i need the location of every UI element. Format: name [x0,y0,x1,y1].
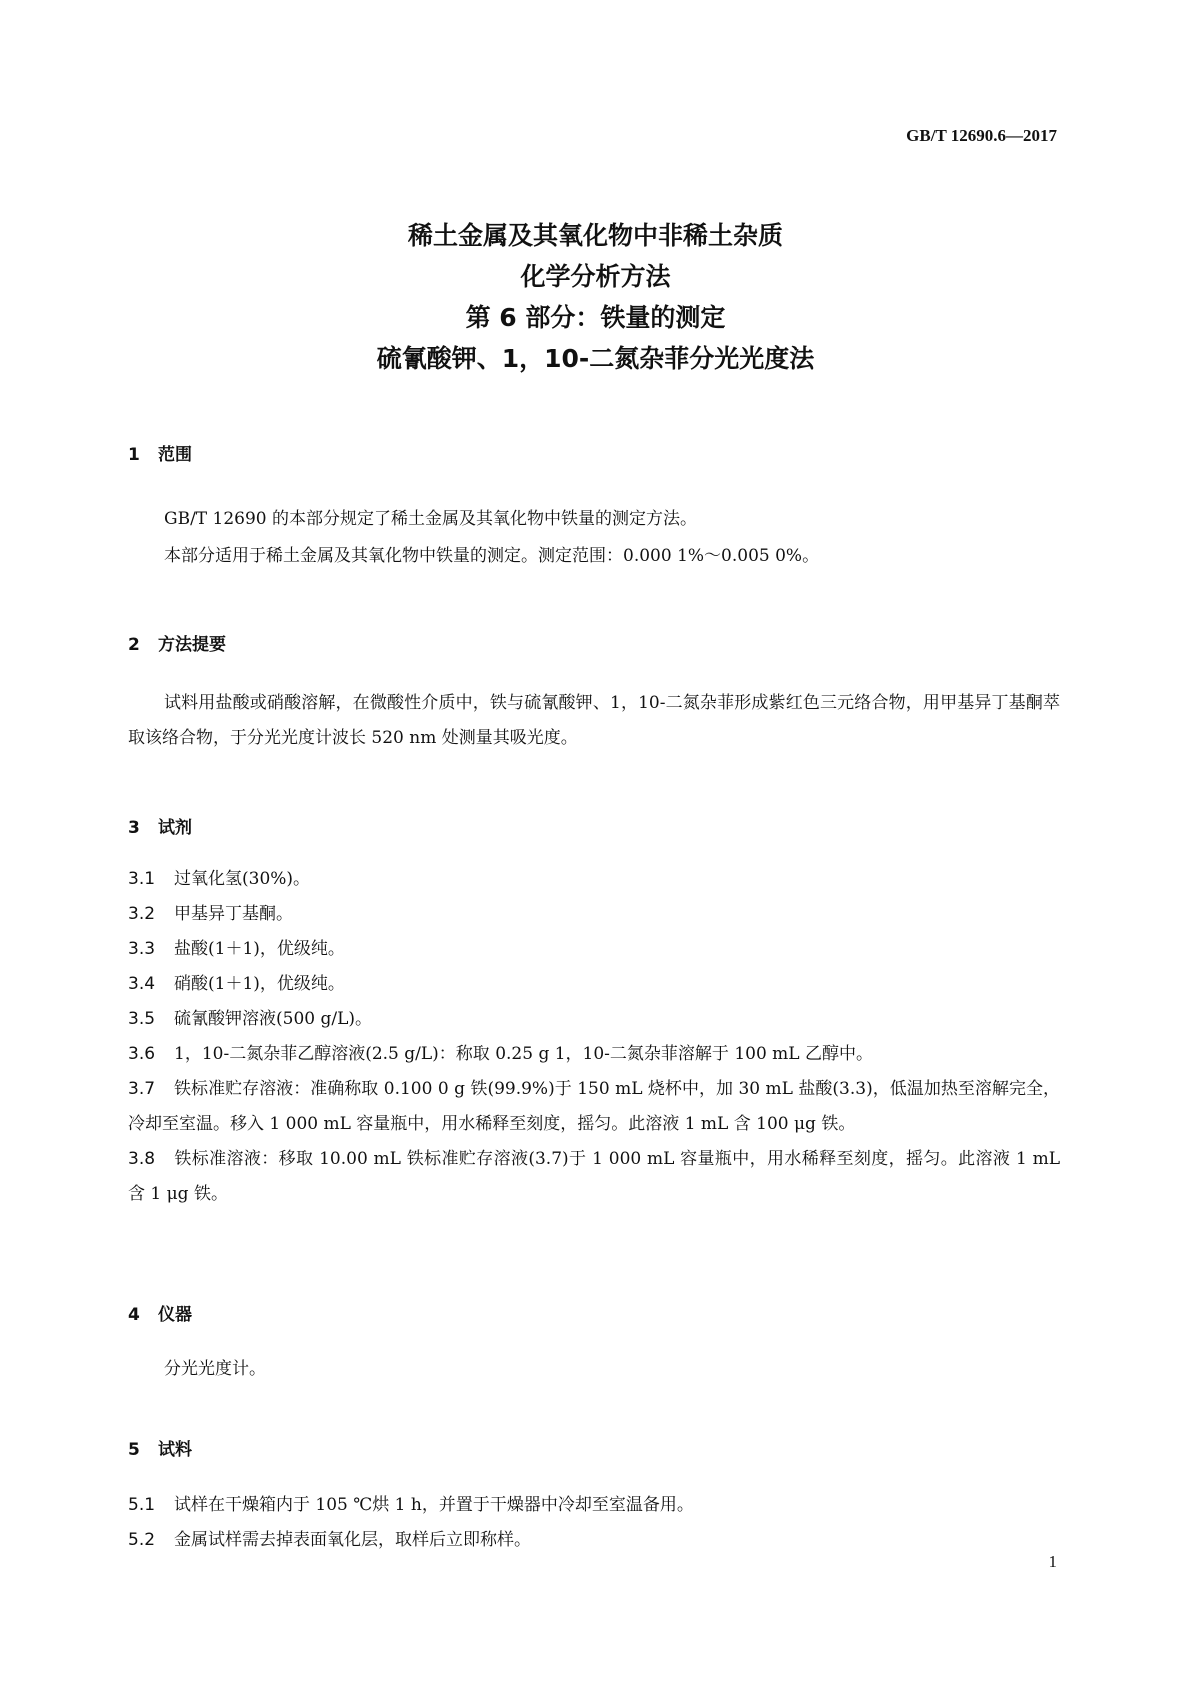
section-4-para: 分光光度计。 [164,1359,266,1379]
section-title: 试料 [158,1440,192,1460]
title-line: 第 6 部分：铁量的测定 [465,303,726,332]
item-number: 5.1 [128,1495,156,1515]
item-number: 3.7 [128,1079,156,1099]
item-text: 金属试样需去掉表面氧化层，取样后立即称样。 [174,1530,531,1550]
item-number: 3.5 [128,1009,156,1029]
list-item [128,1142,1060,1212]
item-number: 3.8 [128,1149,156,1169]
section-number: 1 [128,445,140,465]
section-title: 范围 [158,445,192,465]
list-item [128,1488,1060,1523]
item-text: 1，10-二氮杂菲乙醇溶液(2.5 g/L)：称取 0.25 g 1，10-二氮杂菲溶解于 100 mL 乙醇中。 [174,1044,873,1064]
title-line: 稀土金属及其氧化物中非稀土杂质 [407,221,783,250]
reagent-list [128,862,1060,1212]
title-line: 化学分析方法 [520,262,671,291]
item-text: 硫氰酸钾溶液(500 g/L)。 [174,1009,373,1029]
item-number: 3.4 [128,974,156,994]
item-text: 试样在干燥箱内于 105 ℃烘 1 h，并置于干燥器中冷却至室温备用。 [174,1495,694,1515]
list-item [128,1523,1060,1558]
item-number: 3.2 [128,904,156,924]
section-number: 5 [128,1440,140,1460]
document-title [0,215,1191,379]
page-number: 1 [1048,1552,1057,1571]
item-text: 盐酸(1＋1)，优级纯。 [174,939,345,959]
section-number: 2 [128,635,140,655]
section-1-para: GB/T 12690 的本部分规定了稀土金属及其氧化物中铁量的测定方法。 [164,509,698,529]
list-item [128,897,1060,932]
item-text: 铁标准溶液：移取 10.00 mL 铁标准贮存溶液(3.7)于 1 000 mL 容量瓶中，用水稀释至刻度，摇匀。此溶液 1 mL 含 1 μg 铁。 [128,1149,1060,1204]
section-1-para: 本部分适用于稀土金属及其氧化物中铁量的测定。测定范围：0.000 1%～0.005 0%。 [164,546,820,566]
item-text: 甲基异丁基酮。 [174,904,293,924]
section-5-heading [128,1435,192,1460]
item-text: 铁标准贮存溶液：准确称取 0.100 0 g 铁(99.9%)于 150 mL 烧杯中，加 30 mL 盐酸(3.3)，低温加热至溶解完全，冷却至室温。移入 1 000 mL 容量瓶中，用水稀释至刻度，摇匀。此溶液 1 mL 含 100 μg 铁。 [128,1079,1060,1134]
title-line: 硫氰酸钾、1，10-二氮杂菲分光光度法 [376,344,815,373]
item-number: 3.1 [128,869,156,889]
section-title: 仪器 [158,1305,192,1325]
section-4-heading [128,1300,192,1325]
section-2-para: 试料用盐酸或硝酸溶解，在微酸性介质中，铁与硫氰酸钾、1，10-二氮杂菲形成紫红色三元络合物，用甲基异丁基酮萃取该络合物，于分光光度计波长 520 nm 处测量其吸光度。 [128,693,1060,748]
section-number: 3 [128,818,140,838]
standard-number: GB/T 12690.6—2017 [906,126,1057,145]
list-item [128,862,1060,897]
list-item [128,967,1060,1002]
list-item [128,1002,1060,1037]
sample-list [128,1488,1060,1558]
section-3-heading [128,813,192,838]
item-number: 3.6 [128,1044,156,1064]
section-number: 4 [128,1305,140,1325]
item-text: 硝酸(1＋1)，优级纯。 [174,974,345,994]
section-2-heading [128,630,226,655]
section-1-heading [128,440,192,465]
item-number: 3.3 [128,939,156,959]
section-title: 试剂 [158,818,192,838]
section-title: 方法提要 [158,635,226,655]
item-number: 5.2 [128,1530,156,1550]
list-item [128,932,1060,967]
list-item [128,1072,1060,1142]
list-item [128,1037,1060,1072]
item-text: 过氧化氢(30%)。 [174,869,311,889]
